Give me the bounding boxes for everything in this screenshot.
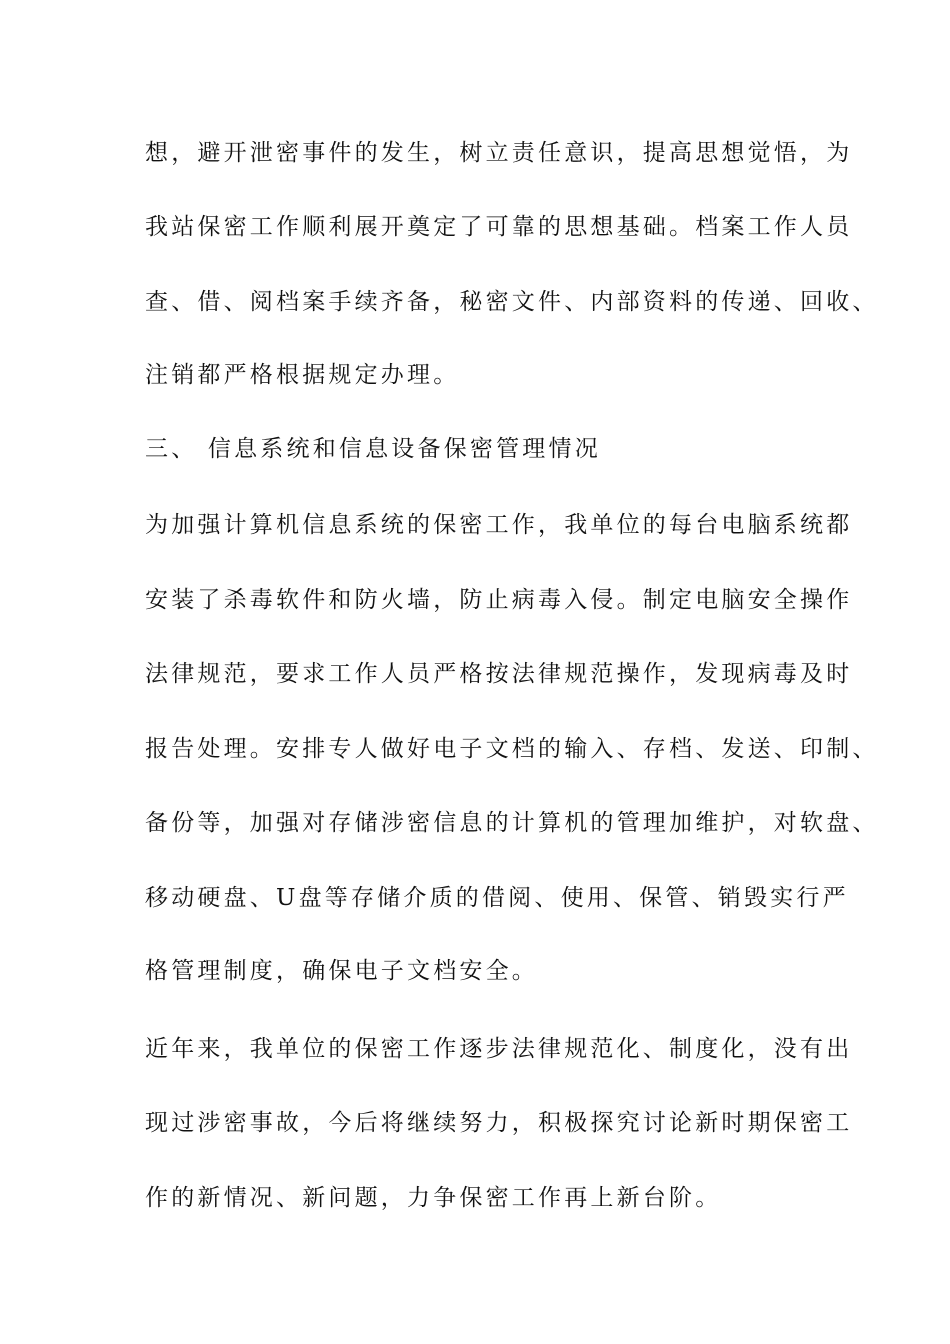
text-line: 格管理制度，确保电子文档安全。 [145, 958, 538, 984]
text-line: 注销都严格根据规定办理。 [145, 362, 460, 388]
text-line: 安装了杀毒软件和防火墙，防止病毒入侵。制定电脑安全操作 [145, 587, 853, 613]
text-line: 查、借、阅档案手续齐备，秘密文件、内部资料的传递、回收、 [145, 289, 879, 315]
section-heading: 三、 信息系统和信息设备保密管理情况 [145, 436, 601, 462]
text-line: 法律规范，要求工作人员严格按法律规范操作，发现病毒及时 [145, 661, 853, 687]
text-line: 现过涉密事故，今后将继续努力，积极探究讨论新时期保密工 [145, 1110, 853, 1136]
text-line: 作的新情况、新问题，力争保密工作再上新台阶。 [145, 1185, 722, 1211]
text-line: 备份等，加强对存储涉密信息的计算机的管理加维护，对软盘、 [145, 810, 879, 836]
text-line: 想，避开泄密事件的发生，树立责任意识，提高思想觉悟，为 [145, 140, 853, 166]
text-line: 移动硬盘、U盘等存储介质的借阅、使用、保管、销毁实行严 [145, 885, 849, 911]
text-line: 报告处理。安排专人做好电子文档的输入、存档、发送、印制、 [145, 736, 879, 762]
text-line: 近年来，我单位的保密工作逐步法律规范化、制度化，没有出 [145, 1036, 853, 1062]
text-line: 我站保密工作顺利展开奠定了可靠的思想基础。档案工作人员 [145, 214, 853, 240]
text-line: 为加强计算机信息系统的保密工作，我单位的每台电脑系统都 [145, 512, 853, 538]
